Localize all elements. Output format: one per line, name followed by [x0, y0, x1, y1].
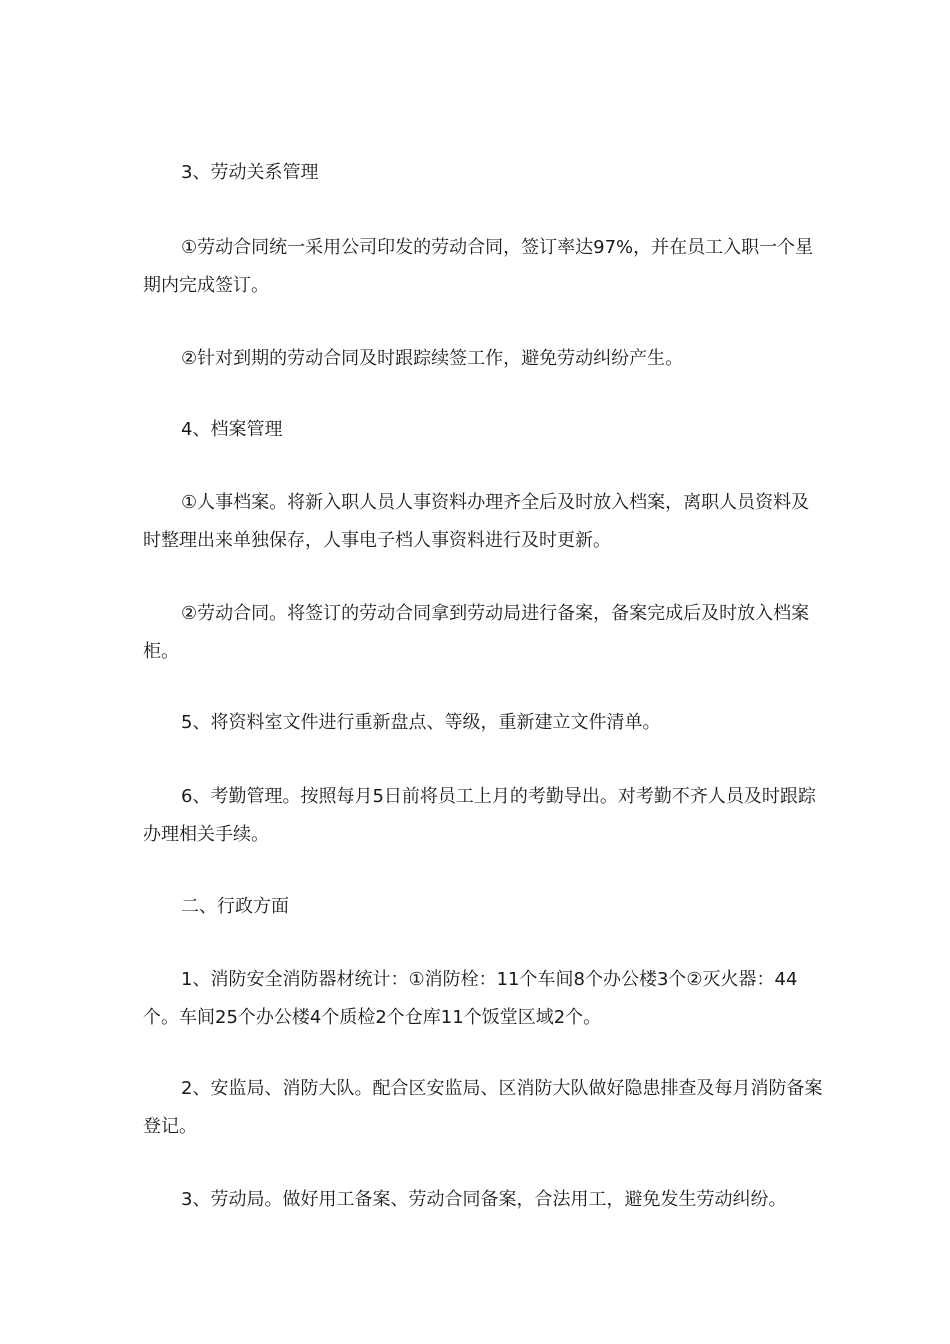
heading-archive-management: 4、档案管理 [181, 419, 283, 440]
paragraph-file-inventory: 5、将资料室文件进行重新盘点、等级，重新建立文件清单。 [181, 712, 661, 733]
paragraph-personnel-archives: ①人事档案。将新入职人员人事资料办理齐全后及时放入档案，离职人员资料及时整理出来单独保存，人事电子档人事资料进行及时更新。 [143, 492, 810, 551]
paragraph-attendance-management: 6、考勤管理。按照每月5日前将员工上月的考勤导出。对考勤不齐人员及时跟踪办理相关手续。 [143, 786, 816, 845]
paragraph-safety-bureau: 2、安监局、消防大队。配合区安监局、区消防大队做好隐患排查及每月消防备案登记。 [143, 1078, 823, 1137]
paragraph-labor-bureau: 3、劳动局。做好用工备案、劳动合同备案，合法用工，避免发生劳动纠纷。 [181, 1189, 787, 1210]
heading-labor-relations: 3、劳动关系管理 [181, 162, 319, 183]
heading-administration: 二、行政方面 [181, 896, 289, 917]
paragraph-contract-renewal: ②针对到期的劳动合同及时跟踪续签工作，避免劳动纠纷产生。 [181, 348, 684, 369]
paragraph-fire-equipment: 1、消防安全消防器材统计：①消防栓：11个车间8个办公楼3个②灭火器：44个。车间25个办公楼4个质检2个仓库11个饭堂区域2个。 [143, 969, 798, 1028]
paragraph-contract-archiving: ②劳动合同。将签订的劳动合同拿到劳动局进行备案，备案完成后及时放入档案柜。 [143, 603, 810, 662]
paragraph-labor-contract-signing: ①劳动合同统一采用公司印发的劳动合同，签订率达97%，并在员工入职一个星期内完成签订。 [143, 237, 814, 296]
